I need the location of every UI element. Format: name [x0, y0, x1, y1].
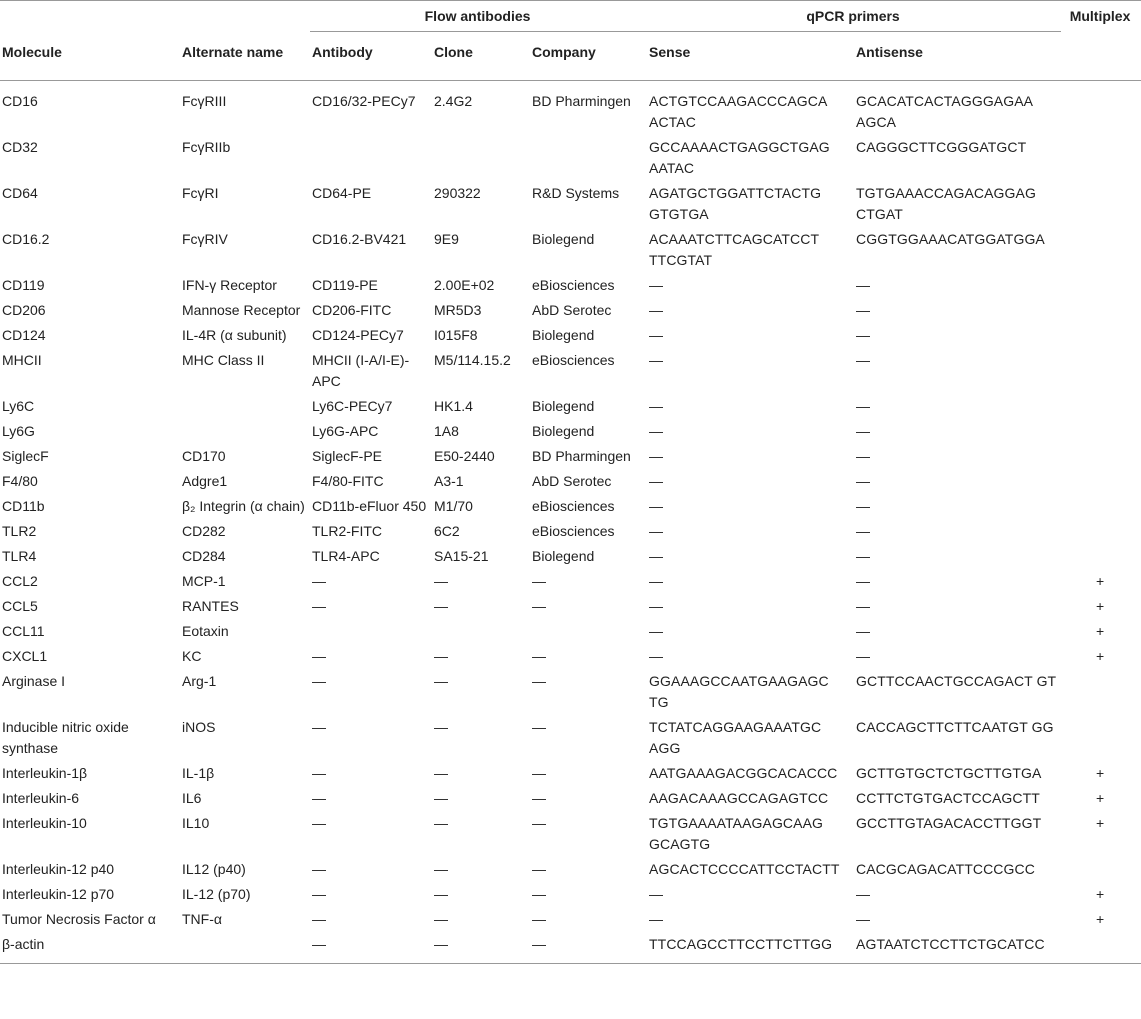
- company-cell: [530, 135, 647, 181]
- clone-cell: SA15-21: [434, 548, 489, 564]
- clone-cell: —: [434, 815, 448, 831]
- multiplex-cell: [1061, 273, 1141, 298]
- alternate-name-cell: IL-12 (p70): [182, 886, 251, 902]
- clone-cell: 1A8: [434, 423, 459, 439]
- sense-primer-cell: —: [649, 886, 664, 902]
- alternate-name-cell: IL10: [182, 815, 210, 831]
- header-group-empty: [0, 1, 310, 32]
- alternate-name-cell: FcγRIV: [182, 231, 228, 247]
- molecule-cell: CD119: [2, 277, 45, 293]
- antibody-cell: Ly6C-PECy7: [312, 398, 393, 414]
- alternate-name-cell: [180, 394, 310, 419]
- multiplex-cell: +: [1095, 911, 1105, 927]
- molecule-cell: Ly6C: [2, 398, 35, 414]
- antisense-primer-cell: GCTTGTGCTCTGCTTGTGA: [856, 765, 1042, 781]
- table-row: [0, 227, 1141, 273]
- molecule-cell: Interleukin-12 p70: [2, 886, 115, 902]
- column-header-antisense: Antisense: [854, 32, 1061, 81]
- antisense-primer-cell: GCACATCACTAGGGAGAA AGCA: [856, 93, 1033, 130]
- multiplex-cell: [1061, 135, 1141, 181]
- company-cell: —: [530, 932, 647, 964]
- multiplex-cell: [1061, 857, 1141, 882]
- sense-primer-cell: —: [649, 448, 664, 464]
- antibody-cell: —: [312, 719, 326, 735]
- antisense-primer-cell: —: [856, 911, 871, 927]
- antibody-cell: CD16/32-PECy7: [312, 93, 416, 109]
- column-header-multiplex: [1061, 32, 1141, 81]
- company-cell: —: [532, 573, 546, 589]
- antisense-primer-cell: CAGGGCTTCGGGATGCT: [856, 139, 1027, 155]
- multiplex-cell: [1061, 323, 1141, 348]
- company-cell: —: [532, 719, 546, 735]
- sense-primer-cell: —: [649, 548, 664, 564]
- antibody-cell: —: [312, 648, 326, 664]
- alternate-name-cell: IL12 (p40): [182, 861, 246, 877]
- alternate-name-cell: [180, 419, 310, 444]
- column-header-company: Company: [530, 32, 647, 81]
- antibody-cell: —: [312, 598, 326, 614]
- sense-primer-cell: —: [649, 398, 664, 414]
- molecule-cell: CD16: [2, 93, 38, 109]
- table-row: [0, 273, 1141, 298]
- sense-primer-cell: TGTGAAAATAAGAGCAAG GCAGTG: [649, 815, 824, 852]
- table-body: [0, 81, 1141, 964]
- sense-primer-cell: —: [649, 598, 664, 614]
- sense-primer-cell: AATGAAAGACGGCACACCC: [649, 765, 838, 781]
- multiplex-cell: +: [1095, 886, 1105, 902]
- table-row: [0, 469, 1141, 494]
- molecule-cell: TLR2: [2, 523, 37, 539]
- antisense-primer-cell: —: [856, 573, 871, 589]
- clone-cell: 6C2: [434, 523, 460, 539]
- alternate-name-cell: IL-4R (α subunit): [182, 327, 287, 343]
- alternate-name-cell: IL6: [182, 790, 202, 806]
- alternate-name-cell: CD282: [182, 523, 226, 539]
- clone-cell: —: [434, 719, 448, 735]
- company-cell: Biolegend: [532, 398, 595, 414]
- antibody-cell: CD64-PE: [312, 185, 372, 201]
- alternate-name-cell: IL-1β: [182, 765, 215, 781]
- alternate-name-cell: CD284: [182, 548, 226, 564]
- alternate-name-cell: FcγRIIb: [182, 139, 231, 155]
- antisense-primer-cell: —: [856, 623, 871, 639]
- company-cell: —: [532, 648, 546, 664]
- antibody-cell: F4/80-FITC: [312, 473, 384, 489]
- molecule-cell: CCL2: [2, 573, 38, 589]
- alternate-name-cell: TNF-α: [182, 911, 222, 927]
- clone-cell: M1/70: [434, 498, 473, 514]
- molecule-cell: CD124: [2, 327, 46, 343]
- antibody-cell: SiglecF-PE: [312, 448, 383, 464]
- alternate-name-cell: iNOS: [182, 719, 216, 735]
- antisense-primer-cell: —: [856, 498, 871, 514]
- antisense-primer-cell: —: [856, 327, 871, 343]
- sense-primer-cell: —: [649, 302, 664, 318]
- header-group-flow-antibodies: Flow antibodies: [310, 1, 647, 32]
- antibody-cell: —: [312, 886, 326, 902]
- clone-cell: I015F8: [434, 327, 478, 343]
- table-header: [0, 1, 1141, 81]
- alternate-name-cell: CD170: [182, 448, 226, 464]
- table-row: [0, 419, 1141, 444]
- company-cell: —: [532, 765, 546, 781]
- antibody-cell: —: [312, 573, 326, 589]
- sense-primer-cell: —: [649, 623, 664, 639]
- clone-cell: [432, 135, 530, 181]
- molecule-cell: CD16.2: [2, 231, 50, 247]
- clone-cell: 290322: [434, 185, 481, 201]
- company-cell: Biolegend: [532, 548, 595, 564]
- company-cell: Biolegend: [532, 327, 595, 343]
- sense-primer-cell: ACAAATCTTCAGCATCCT TTCGTAT: [649, 231, 819, 268]
- antibody-cell: —: [312, 673, 326, 689]
- table-row: [0, 907, 1141, 932]
- antisense-primer-cell: —: [856, 398, 871, 414]
- antisense-primer-cell: —: [856, 648, 871, 664]
- antisense-primer-cell: —: [856, 548, 871, 564]
- column-header-sense: Sense: [647, 32, 854, 81]
- clone-cell: M5/114.15.2: [434, 352, 511, 368]
- multiplex-cell: [1061, 394, 1141, 419]
- table-row: [0, 882, 1141, 907]
- clone-cell: —: [434, 886, 448, 902]
- clone-cell: —: [434, 648, 448, 664]
- antibody-cell: [310, 619, 432, 644]
- antisense-primer-cell: —: [856, 302, 871, 318]
- company-cell: Biolegend: [532, 423, 595, 439]
- header-group-qpcr-primers: qPCR primers: [647, 1, 1061, 32]
- antibody-cell: CD206-FITC: [312, 302, 392, 318]
- table-row: [0, 494, 1141, 519]
- clone-cell: E50-2440: [434, 448, 495, 464]
- multiplex-cell: +: [1095, 790, 1105, 806]
- company-cell: AbD Serotec: [532, 473, 612, 489]
- table-row: [0, 81, 1141, 136]
- alternate-name-cell: Mannose Receptor: [182, 302, 301, 318]
- antisense-primer-cell: —: [856, 352, 871, 368]
- sense-primer-cell: TCTATCAGGAAGAAATGC AGG: [649, 719, 822, 756]
- antibody-cell: Ly6G-APC: [312, 423, 379, 439]
- molecule-cell: SiglecF: [2, 448, 49, 464]
- clone-cell: —: [434, 673, 448, 689]
- sense-primer-cell: —: [649, 648, 664, 664]
- table-row: [0, 348, 1141, 394]
- antibody-cell: CD16.2-BV421: [312, 231, 407, 247]
- antibody-cell: TLR4-APC: [312, 548, 380, 564]
- company-cell: —: [532, 673, 546, 689]
- table-row: [0, 594, 1141, 619]
- column-header-molecule: Molecule: [0, 32, 180, 81]
- column-header-alternate-name: Alternate name: [180, 32, 310, 81]
- company-cell: eBiosciences: [532, 498, 615, 514]
- table-row: [0, 135, 1141, 181]
- antibody-cell: TLR2-FITC: [312, 523, 382, 539]
- table-row: [0, 857, 1141, 882]
- antibody-cell: —: [312, 861, 326, 877]
- molecule-cell: Inducible nitric oxide synthase: [2, 719, 129, 756]
- company-cell: BD Pharmingen: [532, 93, 631, 109]
- molecule-cell: CD32: [2, 139, 38, 155]
- clone-cell: —: [434, 765, 448, 781]
- alternate-name-cell: FcγRIII: [182, 93, 227, 109]
- alternate-name-cell: KC: [182, 648, 202, 664]
- sense-primer-cell: —: [649, 573, 664, 589]
- company-cell: R&D Systems: [532, 185, 620, 201]
- clone-cell: —: [432, 932, 530, 964]
- multiplex-cell: [1061, 298, 1141, 323]
- alternate-name-cell: β₂ Integrin (α chain): [182, 498, 305, 514]
- company-cell: BD Pharmingen: [532, 448, 631, 464]
- clone-cell: [432, 619, 530, 644]
- table-row: [0, 786, 1141, 811]
- antisense-primer-cell: —: [856, 598, 871, 614]
- antibody-cell: CD124-PECy7: [312, 327, 404, 343]
- table-row: [0, 761, 1141, 786]
- alternate-name-cell: Adgre1: [182, 473, 228, 489]
- antibody-cell: —: [312, 815, 326, 831]
- antisense-primer-cell: —: [856, 523, 871, 539]
- table-row: [0, 394, 1141, 419]
- multiplex-cell: +: [1095, 573, 1105, 589]
- molecule-cell: Ly6G: [2, 423, 35, 439]
- company-cell: —: [532, 790, 546, 806]
- alternate-name-cell: RANTES: [182, 598, 239, 614]
- table-row: [0, 519, 1141, 544]
- table-row: [0, 619, 1141, 644]
- alternate-name-cell: Eotaxin: [182, 623, 229, 639]
- antibody-cell: [310, 135, 432, 181]
- sense-primer-cell: —: [649, 911, 664, 927]
- multiplex-cell: [1061, 444, 1141, 469]
- company-cell: [530, 619, 647, 644]
- sense-primer-cell: ACTGTCCAAGACCCAGCA ACTAC: [649, 93, 827, 130]
- antibody-cell: CD11b-eFluor 450: [312, 498, 427, 514]
- antibody-cell: —: [312, 790, 326, 806]
- multiplex-cell: [1061, 469, 1141, 494]
- company-cell: —: [532, 598, 546, 614]
- antibody-cell: —: [310, 932, 432, 964]
- header-group-row: [0, 1, 1141, 32]
- molecule-cell: MHCII: [2, 352, 42, 368]
- sense-primer-cell: TTCCAGCCTTCCTTCTTGG: [647, 932, 854, 964]
- multiplex-cell: [1061, 715, 1141, 761]
- clone-cell: —: [434, 911, 448, 927]
- clone-cell: —: [434, 790, 448, 806]
- antisense-primer-cell: AGTAATCTCCTTCTGCATCC: [854, 932, 1061, 964]
- antibody-cell: CD119-PE: [312, 277, 378, 293]
- antisense-primer-cell: GCCTTGTAGACACCTTGGT: [856, 815, 1042, 831]
- table-row: [0, 323, 1141, 348]
- molecule-cell: Arginase I: [2, 673, 66, 689]
- molecule-cell: CCL11: [2, 623, 45, 639]
- table-row: [0, 715, 1141, 761]
- column-header-antibody: Antibody: [310, 32, 432, 81]
- multiplex-cell: [1061, 494, 1141, 519]
- molecule-cell: CD206: [2, 302, 46, 318]
- table-row: [0, 932, 1141, 964]
- alternate-name-cell: IFN-γ Receptor: [182, 277, 277, 293]
- multiplex-cell: [1061, 669, 1141, 715]
- alternate-name-cell: FcγRI: [182, 185, 219, 201]
- multiplex-cell: +: [1095, 598, 1105, 614]
- company-cell: eBiosciences: [532, 277, 615, 293]
- antibody-cell: MHCII (I-A/I-E)-APC: [312, 352, 410, 389]
- molecule-cell: CD11b: [2, 498, 45, 514]
- multiplex-cell: [1061, 519, 1141, 544]
- sense-primer-cell: AGCACTCCCCATTCCTACTT: [649, 861, 840, 877]
- company-cell: Biolegend: [532, 231, 595, 247]
- alternate-name-cell: MCP-1: [182, 573, 226, 589]
- molecule-cell: Tumor Necrosis Factor α: [2, 911, 156, 927]
- multiplex-cell: [1061, 81, 1141, 136]
- molecule-cell: Interleukin-12 p40: [2, 861, 115, 877]
- table-row: [0, 444, 1141, 469]
- molecule-cell: Interleukin-10: [2, 815, 87, 831]
- company-cell: —: [532, 815, 546, 831]
- molecule-cell: CCL5: [2, 598, 38, 614]
- column-header-clone: Clone: [432, 32, 530, 81]
- multiplex-cell: [1061, 544, 1141, 569]
- alternate-name-cell: [180, 932, 310, 964]
- antisense-primer-cell: CACCAGCTTCTTCAATGT GG: [856, 719, 1054, 735]
- sense-primer-cell: GCCAAAACTGAGGCTGAG AATAC: [649, 139, 830, 176]
- alternate-name-cell: MHC Class II: [182, 352, 265, 368]
- sense-primer-cell: —: [649, 277, 664, 293]
- table-row: [0, 644, 1141, 669]
- clone-cell: 2.00E+02: [434, 277, 495, 293]
- header-group-multiplex: Multiplex: [1061, 1, 1141, 32]
- antisense-primer-cell: —: [856, 473, 871, 489]
- multiplex-cell: +: [1095, 765, 1105, 781]
- antisense-primer-cell: CACGCAGACATTCCCGCC: [856, 861, 1035, 877]
- sense-primer-cell: —: [649, 423, 664, 439]
- antisense-primer-cell: CCTTCTGTGACTCCAGCTT: [856, 790, 1040, 806]
- antibody-cell: —: [312, 911, 326, 927]
- multiplex-cell: [1061, 348, 1141, 394]
- table-row: [0, 569, 1141, 594]
- molecule-cell: Interleukin-1β: [2, 765, 88, 781]
- company-cell: AbD Serotec: [532, 302, 612, 318]
- clone-cell: —: [434, 573, 448, 589]
- molecule-cell: CXCL1: [2, 648, 48, 664]
- company-cell: —: [532, 886, 546, 902]
- table-row: [0, 298, 1141, 323]
- antisense-primer-cell: —: [856, 886, 871, 902]
- molecule-cell: F4/80: [2, 473, 38, 489]
- multiplex-cell: [1061, 227, 1141, 273]
- multiplex-cell: [1061, 419, 1141, 444]
- company-cell: eBiosciences: [532, 523, 615, 539]
- clone-cell: A3-1: [434, 473, 464, 489]
- sense-primer-cell: —: [649, 473, 664, 489]
- clone-cell: MR5D3: [434, 302, 482, 318]
- antisense-primer-cell: —: [856, 448, 871, 464]
- sense-primer-cell: GGAAAGCCAATGAAGAGC TG: [649, 673, 829, 710]
- sense-primer-cell: —: [649, 352, 664, 368]
- sense-primer-cell: —: [649, 327, 664, 343]
- company-cell: —: [532, 861, 546, 877]
- molecule-cell: TLR4: [2, 548, 37, 564]
- multiplex-cell: [1061, 932, 1141, 964]
- antisense-primer-cell: GCTTCCAACTGCCAGACT GT: [856, 673, 1057, 689]
- multiplex-cell: +: [1095, 815, 1105, 831]
- sense-primer-cell: AAGACAAAGCCAGAGTCC: [649, 790, 829, 806]
- molecule-cell: β-actin: [0, 932, 180, 964]
- clone-cell: —: [434, 861, 448, 877]
- company-cell: —: [532, 911, 546, 927]
- company-cell: eBiosciences: [532, 352, 615, 368]
- clone-cell: —: [434, 598, 448, 614]
- table-row: [0, 811, 1141, 857]
- clone-cell: HK1.4: [434, 398, 473, 414]
- clone-cell: 2.4G2: [434, 93, 473, 109]
- table-row: [0, 544, 1141, 569]
- antisense-primer-cell: —: [856, 277, 871, 293]
- table-row: [0, 181, 1141, 227]
- antibody-cell: —: [312, 765, 326, 781]
- multiplex-cell: +: [1095, 623, 1105, 639]
- antisense-primer-cell: —: [856, 423, 871, 439]
- header-column-row: [0, 32, 1141, 81]
- multiplex-cell: +: [1095, 648, 1105, 664]
- alternate-name-cell: Arg-1: [182, 673, 217, 689]
- molecule-cell: Interleukin-6: [2, 790, 80, 806]
- table-row: [0, 669, 1141, 715]
- sense-primer-cell: —: [649, 498, 664, 514]
- sense-primer-cell: AGATGCTGGATTCTACTG GTGTGA: [649, 185, 822, 222]
- clone-cell: 9E9: [434, 231, 459, 247]
- sense-primer-cell: —: [649, 523, 664, 539]
- antisense-primer-cell: CGGTGGAAACATGGATGGA: [856, 231, 1045, 247]
- multiplex-cell: [1061, 181, 1141, 227]
- molecule-cell: CD64: [2, 185, 38, 201]
- antisense-primer-cell: TGTGAAACCAGACAGGAG CTGAT: [856, 185, 1036, 222]
